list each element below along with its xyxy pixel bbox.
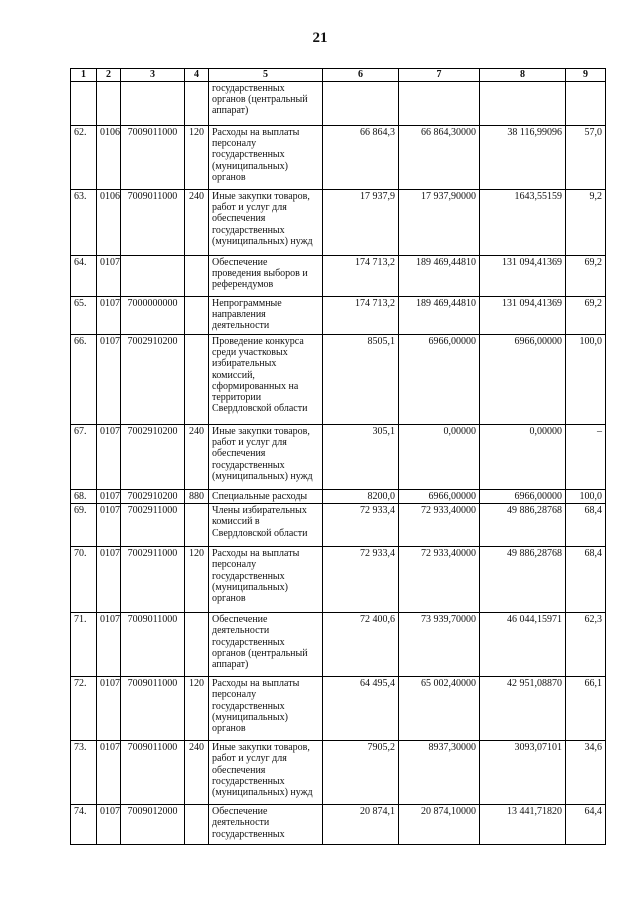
execution-percent: – bbox=[566, 425, 606, 490]
page-number: 21 bbox=[312, 30, 328, 46]
table-row bbox=[71, 297, 606, 335]
planned-amount: 174 713,2 bbox=[323, 297, 399, 335]
refined-amount: 65 002,40000 bbox=[399, 677, 480, 741]
refined-amount: 6966,00000 bbox=[399, 335, 480, 425]
refined-amount: 20 874,10000 bbox=[399, 805, 480, 845]
executed-amount: 13 441,71820 bbox=[480, 805, 566, 845]
header-row bbox=[71, 69, 606, 82]
header-cell: 2 bbox=[97, 69, 121, 82]
refined-amount: 72 933,40000 bbox=[399, 547, 480, 613]
planned-amount: 7905,2 bbox=[323, 741, 399, 805]
expense-type-code bbox=[185, 504, 209, 547]
row-number: 74. bbox=[71, 805, 97, 845]
header-cell: 7 bbox=[399, 69, 480, 82]
item-name: Специальные расходы bbox=[209, 490, 323, 504]
table-row bbox=[71, 504, 606, 547]
expense-type-code bbox=[185, 613, 209, 677]
table-row bbox=[71, 613, 606, 677]
execution-percent: 100,0 bbox=[566, 335, 606, 425]
table-row bbox=[71, 190, 606, 256]
executed-amount: 6966,00000 bbox=[480, 490, 566, 504]
execution-percent: 57,0 bbox=[566, 126, 606, 190]
refined-amount: 73 939,70000 bbox=[399, 613, 480, 677]
expense-type-code bbox=[185, 805, 209, 845]
article-code: 7002910200 bbox=[121, 335, 185, 425]
expense-type-code bbox=[185, 256, 209, 297]
execution-percent: 68,4 bbox=[566, 547, 606, 613]
expense-type-code: 880 bbox=[185, 490, 209, 504]
header-cell: 3 bbox=[121, 69, 185, 82]
execution-percent bbox=[566, 82, 606, 126]
execution-percent: 66,1 bbox=[566, 677, 606, 741]
section-code: 0107 bbox=[97, 490, 121, 504]
item-name: Проведение конкурса среди участковых избирательных комиссий, сформированных на территории Свердловской области bbox=[209, 335, 323, 425]
section-code: 0106 bbox=[97, 126, 121, 190]
execution-percent: 69,2 bbox=[566, 256, 606, 297]
executed-amount: 131 094,41369 bbox=[480, 297, 566, 335]
planned-amount: 8505,1 bbox=[323, 335, 399, 425]
expense-type-code: 120 bbox=[185, 547, 209, 613]
executed-amount: 3093,07101 bbox=[480, 741, 566, 805]
refined-amount: 189 469,44810 bbox=[399, 297, 480, 335]
expense-type-code: 240 bbox=[185, 741, 209, 805]
row-number: 68. bbox=[71, 490, 97, 504]
article-code: 7009011000 bbox=[121, 741, 185, 805]
execution-percent: 69,2 bbox=[566, 297, 606, 335]
section-code: 0107 bbox=[97, 425, 121, 490]
refined-amount: 0,00000 bbox=[399, 425, 480, 490]
refined-amount: 189 469,44810 bbox=[399, 256, 480, 297]
expense-type-code: 120 bbox=[185, 677, 209, 741]
item-name: Иные закупки товаров, работ и услуг для обеспечения государственных (муниципальных) нужд bbox=[209, 741, 323, 805]
section-code: 0106 bbox=[97, 190, 121, 256]
refined-amount: 8937,30000 bbox=[399, 741, 480, 805]
header-cell: 9 bbox=[566, 69, 606, 82]
section-code: 0107 bbox=[97, 677, 121, 741]
item-name: Расходы на выплаты персоналу государственных (муниципальных) органов bbox=[209, 677, 323, 741]
article-code: 7002910200 bbox=[121, 490, 185, 504]
expense-type-code bbox=[185, 335, 209, 425]
refined-amount: 72 933,40000 bbox=[399, 504, 480, 547]
execution-percent: 68,4 bbox=[566, 504, 606, 547]
article-code: 7009012000 bbox=[121, 805, 185, 845]
item-name: Иные закупки товаров, работ и услуг для обеспечения государственных (муниципальных) нужд bbox=[209, 190, 323, 256]
planned-amount: 17 937,9 bbox=[323, 190, 399, 256]
planned-amount: 20 874,1 bbox=[323, 805, 399, 845]
execution-percent: 9,2 bbox=[566, 190, 606, 256]
expense-type-code: 120 bbox=[185, 126, 209, 190]
article-code: 7009011000 bbox=[121, 613, 185, 677]
table-row bbox=[71, 677, 606, 741]
row-number: 64. bbox=[71, 256, 97, 297]
header-cell: 1 bbox=[71, 69, 97, 82]
expense-type-code bbox=[185, 297, 209, 335]
item-name: Иные закупки товаров, работ и услуг для обеспечения государственных (муниципальных) нужд bbox=[209, 425, 323, 490]
item-name: Обеспечение деятельности государственных bbox=[209, 805, 323, 845]
executed-amount: 38 116,99096 bbox=[480, 126, 566, 190]
header-cell: 8 bbox=[480, 69, 566, 82]
row-number: 66. bbox=[71, 335, 97, 425]
article-code bbox=[121, 256, 185, 297]
execution-percent: 34,6 bbox=[566, 741, 606, 805]
section-code: 0107 bbox=[97, 805, 121, 845]
table-row bbox=[71, 547, 606, 613]
planned-amount: 64 495,4 bbox=[323, 677, 399, 741]
header-cell: 4 bbox=[185, 69, 209, 82]
refined-amount: 6966,00000 bbox=[399, 490, 480, 504]
row-number: 71. bbox=[71, 613, 97, 677]
executed-amount: 6966,00000 bbox=[480, 335, 566, 425]
planned-amount: 66 864,3 bbox=[323, 126, 399, 190]
expense-type-code: 240 bbox=[185, 425, 209, 490]
row-number: 63. bbox=[71, 190, 97, 256]
executed-amount: 1643,55159 bbox=[480, 190, 566, 256]
executed-amount bbox=[480, 82, 566, 126]
planned-amount: 8200,0 bbox=[323, 490, 399, 504]
executed-amount: 0,00000 bbox=[480, 425, 566, 490]
section-code: 0107 bbox=[97, 256, 121, 297]
table-row bbox=[71, 256, 606, 297]
planned-amount: 305,1 bbox=[323, 425, 399, 490]
header-cell: 5 bbox=[209, 69, 323, 82]
article-code: 7009011000 bbox=[121, 190, 185, 256]
row-number bbox=[71, 82, 97, 126]
item-name: Расходы на выплаты персоналу государственных (муниципальных) органов bbox=[209, 547, 323, 613]
table-row bbox=[71, 490, 606, 504]
article-code: 7009011000 bbox=[121, 677, 185, 741]
planned-amount bbox=[323, 82, 399, 126]
header-cell: 6 bbox=[323, 69, 399, 82]
row-number: 65. bbox=[71, 297, 97, 335]
row-number: 69. bbox=[71, 504, 97, 547]
table-row bbox=[71, 805, 606, 845]
table-row bbox=[71, 82, 606, 126]
expense-type-code bbox=[185, 82, 209, 126]
item-name: Члены избирательных комиссий в Свердловской области bbox=[209, 504, 323, 547]
expense-type-code: 240 bbox=[185, 190, 209, 256]
row-number: 67. bbox=[71, 425, 97, 490]
table-body bbox=[71, 82, 606, 845]
refined-amount: 66 864,30000 bbox=[399, 126, 480, 190]
section-code: 0107 bbox=[97, 613, 121, 677]
executed-amount: 49 886,28768 bbox=[480, 547, 566, 613]
article-code: 7002910200 bbox=[121, 425, 185, 490]
section-code: 0107 bbox=[97, 741, 121, 805]
executed-amount: 131 094,41369 bbox=[480, 256, 566, 297]
item-name: государственных органов (центральный аппарат) bbox=[209, 82, 323, 126]
article-code: 7002911000 bbox=[121, 504, 185, 547]
planned-amount: 174 713,2 bbox=[323, 256, 399, 297]
execution-percent: 62,3 bbox=[566, 613, 606, 677]
section-code bbox=[97, 82, 121, 126]
article-code: 7009011000 bbox=[121, 126, 185, 190]
planned-amount: 72 933,4 bbox=[323, 547, 399, 613]
executed-amount: 42 951,08870 bbox=[480, 677, 566, 741]
item-name: Расходы на выплаты персоналу государственных (муниципальных) органов bbox=[209, 126, 323, 190]
executed-amount: 46 044,15971 bbox=[480, 613, 566, 677]
section-code: 0107 bbox=[97, 547, 121, 613]
execution-percent: 100,0 bbox=[566, 490, 606, 504]
planned-amount: 72 400,6 bbox=[323, 613, 399, 677]
refined-amount: 17 937,90000 bbox=[399, 190, 480, 256]
execution-percent: 64,4 bbox=[566, 805, 606, 845]
budget-table bbox=[70, 68, 606, 845]
executed-amount: 49 886,28768 bbox=[480, 504, 566, 547]
item-name: Обеспечение проведения выборов и референдумов bbox=[209, 256, 323, 297]
item-name: Непрограммные направления деятельности bbox=[209, 297, 323, 335]
table-row bbox=[71, 741, 606, 805]
section-code: 0107 bbox=[97, 297, 121, 335]
table-row bbox=[71, 126, 606, 190]
article-code: 7000000000 bbox=[121, 297, 185, 335]
row-number: 73. bbox=[71, 741, 97, 805]
item-name: Обеспечение деятельности государственных органов (центральный аппарат) bbox=[209, 613, 323, 677]
article-code bbox=[121, 82, 185, 126]
section-code: 0107 bbox=[97, 504, 121, 547]
row-number: 62. bbox=[71, 126, 97, 190]
table-row bbox=[71, 425, 606, 490]
article-code: 7002911000 bbox=[121, 547, 185, 613]
table-row bbox=[71, 335, 606, 425]
row-number: 72. bbox=[71, 677, 97, 741]
section-code: 0107 bbox=[97, 335, 121, 425]
row-number: 70. bbox=[71, 547, 97, 613]
refined-amount bbox=[399, 82, 480, 126]
planned-amount: 72 933,4 bbox=[323, 504, 399, 547]
